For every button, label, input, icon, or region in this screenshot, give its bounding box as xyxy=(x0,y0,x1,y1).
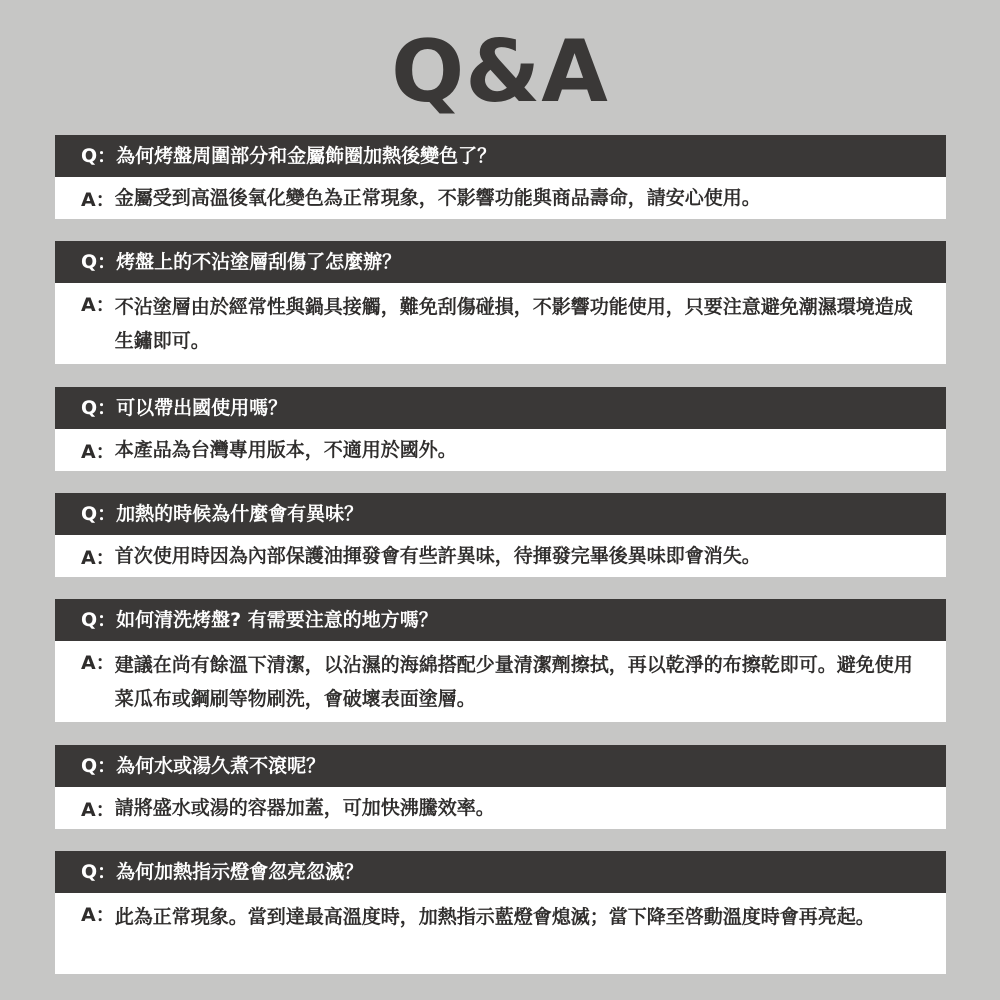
answer-prefix: A： xyxy=(81,652,115,674)
question-bar xyxy=(55,851,946,893)
qa-item xyxy=(55,493,946,577)
answer-box xyxy=(55,535,946,577)
answer-box xyxy=(55,893,946,974)
answer-prefix: A： xyxy=(81,188,115,211)
answer-prefix: A： xyxy=(81,294,115,316)
answer-text: 請將盛水或湯的容器加蓋，可加快沸騰效率。 xyxy=(114,797,495,819)
answer-box xyxy=(55,283,946,364)
question-text: 烤盤上的不沾塗層刮傷了怎麼辦？ xyxy=(116,251,402,273)
qa-item xyxy=(55,241,946,364)
qa-item xyxy=(55,745,946,829)
qa-item xyxy=(55,851,946,974)
question-text: 為何烤盤周圍部分和金屬飾圈加熱後變色了？ xyxy=(116,145,497,167)
qa-item xyxy=(55,135,946,219)
answer-prefix: A： xyxy=(81,798,115,821)
question-text: 為何水或湯久煮不滾呢？ xyxy=(116,755,326,777)
question-prefix: Q： xyxy=(81,145,117,167)
qa-item xyxy=(55,599,946,722)
question-prefix: Q： xyxy=(81,397,117,419)
question-text: 可以帶出國使用嗎？ xyxy=(116,397,288,419)
question-bar xyxy=(55,241,946,283)
question-text: 為何加熱指示燈會忽亮忽滅？ xyxy=(116,861,364,883)
answer-prefix: A： xyxy=(81,440,115,463)
question-bar xyxy=(55,599,946,641)
answer-prefix: A： xyxy=(81,546,115,569)
page-title: Q&A xyxy=(391,22,609,122)
question-prefix: Q： xyxy=(81,503,117,525)
question-prefix: Q： xyxy=(81,755,117,777)
answer-text: 建議在尚有餘溫下清潔，以沾濕的海綿搭配少量清潔劑擦拭，再以乾淨的布擦乾即可。避免使用菜瓜布或鋼刷等物刷洗，會破壞表面塗層。 xyxy=(114,654,913,710)
question-prefix: Q： xyxy=(81,609,117,631)
answer-box xyxy=(55,177,946,219)
answer-prefix: A： xyxy=(81,904,115,926)
question-text: 加熱的時候為什麼會有異味？ xyxy=(116,503,364,525)
answer-text: 本產品為台灣專用版本，不適用於國外。 xyxy=(114,439,457,461)
question-text: 如何清洗烤盤? 有需要注意的地方嗎？ xyxy=(116,609,438,631)
question-bar xyxy=(55,745,946,787)
answer-text: 首次使用時因為內部保護油揮發會有些許異味，待揮發完畢後異味即會消失。 xyxy=(114,545,761,567)
question-bar xyxy=(55,135,946,177)
question-prefix: Q： xyxy=(81,861,117,883)
answer-text: 金屬受到高溫後氧化變色為正常現象，不影響功能與商品壽命，請安心使用。 xyxy=(114,187,761,209)
answer-text: 此為正常現象。當到達最高溫度時，加熱指示藍燈會熄滅；當下降至啓動溫度時會再亮起。 xyxy=(114,906,875,928)
answer-box xyxy=(55,429,946,471)
answer-box xyxy=(55,787,946,829)
question-prefix: Q： xyxy=(81,251,117,273)
question-bar xyxy=(55,493,946,535)
answer-text: 不沾塗層由於經常性與鍋具接觸，難免刮傷碰損，不影響功能使用，只要注意避免潮濕環境造成生鏽即可。 xyxy=(114,296,913,352)
question-bar xyxy=(55,387,946,429)
qa-item xyxy=(55,387,946,471)
answer-box xyxy=(55,641,946,722)
